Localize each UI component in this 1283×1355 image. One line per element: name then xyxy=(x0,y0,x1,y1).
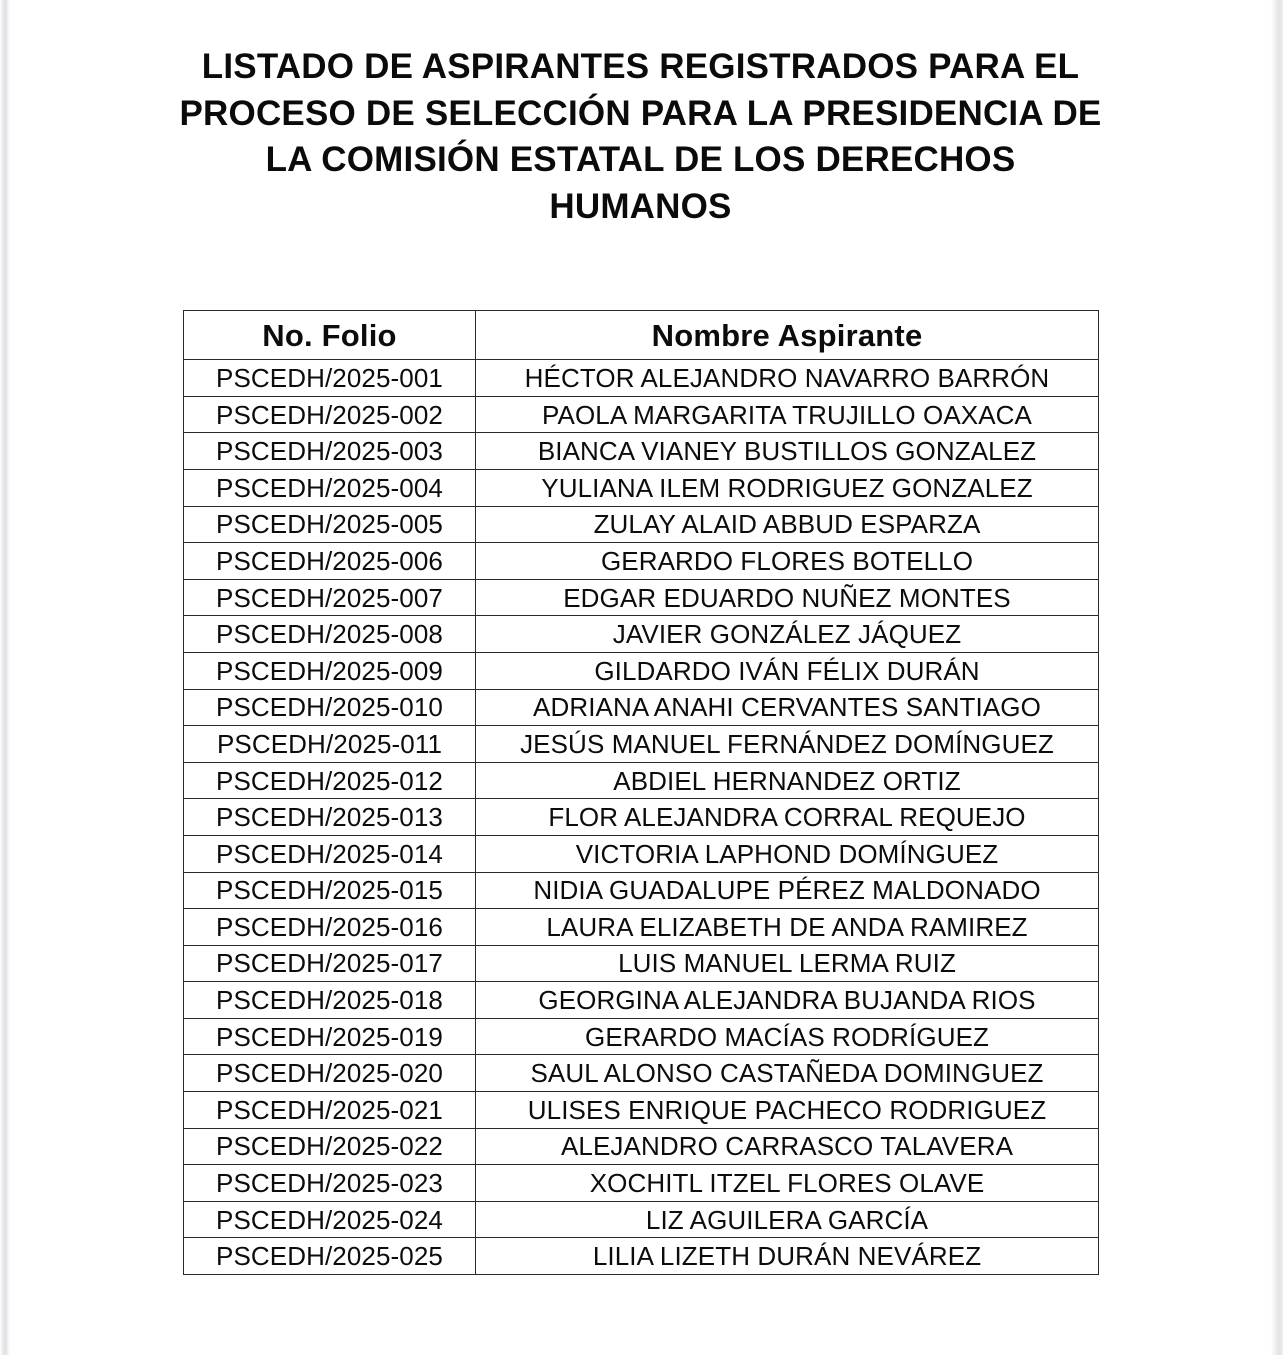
table-header xyxy=(184,311,1099,360)
cell-folio: PSCEDH/2025-023 xyxy=(184,1165,476,1202)
cell-nombre: HÉCTOR ALEJANDRO NAVARRO BARRÓN xyxy=(476,360,1099,397)
cell-folio: PSCEDH/2025-024 xyxy=(184,1201,476,1238)
table-row xyxy=(184,1165,1099,1202)
cell-nombre: GILDARDO IVÁN FÉLIX DURÁN xyxy=(476,652,1099,689)
table-row xyxy=(184,469,1099,506)
cell-nombre: ZULAY ALAID ABBUD ESPARZA xyxy=(476,506,1099,543)
table-body xyxy=(184,360,1099,1275)
cell-nombre: GEORGINA ALEJANDRA BUJANDA RIOS xyxy=(476,982,1099,1019)
table-row xyxy=(184,872,1099,909)
page-edge-right xyxy=(1271,0,1283,1355)
table-row xyxy=(184,689,1099,726)
cell-folio: PSCEDH/2025-008 xyxy=(184,616,476,653)
cell-folio: PSCEDH/2025-018 xyxy=(184,982,476,1019)
cell-nombre: ADRIANA ANAHI CERVANTES SANTIAGO xyxy=(476,689,1099,726)
cell-nombre: PAOLA MARGARITA TRUJILLO OAXACA xyxy=(476,396,1099,433)
cell-folio: PSCEDH/2025-025 xyxy=(184,1238,476,1275)
cell-nombre: SAUL ALONSO CASTAÑEDA DOMINGUEZ xyxy=(476,1055,1099,1092)
cell-nombre: ALEJANDRO CARRASCO TALAVERA xyxy=(476,1128,1099,1165)
table-row xyxy=(184,799,1099,836)
table-row xyxy=(184,909,1099,946)
table-row xyxy=(184,762,1099,799)
column-header-folio: No. Folio xyxy=(184,311,476,360)
table-row xyxy=(184,1018,1099,1055)
cell-folio: PSCEDH/2025-005 xyxy=(184,506,476,543)
cell-nombre: VICTORIA LAPHOND DOMÍNGUEZ xyxy=(476,835,1099,872)
table-row xyxy=(184,616,1099,653)
table-row xyxy=(184,1238,1099,1275)
cell-folio: PSCEDH/2025-014 xyxy=(184,835,476,872)
page-edge-left xyxy=(0,0,10,1355)
cell-folio: PSCEDH/2025-003 xyxy=(184,433,476,470)
table-row xyxy=(184,506,1099,543)
table-row xyxy=(184,360,1099,397)
cell-folio: PSCEDH/2025-021 xyxy=(184,1092,476,1129)
cell-nombre: YULIANA ILEM RODRIGUEZ GONZALEZ xyxy=(476,469,1099,506)
cell-folio: PSCEDH/2025-002 xyxy=(184,396,476,433)
cell-folio: PSCEDH/2025-020 xyxy=(184,1055,476,1092)
table-row xyxy=(184,1092,1099,1129)
cell-nombre: BIANCA VIANEY BUSTILLOS GONZALEZ xyxy=(476,433,1099,470)
table-row xyxy=(184,835,1099,872)
cell-nombre: LIZ AGUILERA GARCÍA xyxy=(476,1201,1099,1238)
cell-folio: PSCEDH/2025-022 xyxy=(184,1128,476,1165)
cell-nombre: GERARDO MACÍAS RODRÍGUEZ xyxy=(476,1018,1099,1055)
cell-folio: PSCEDH/2025-010 xyxy=(184,689,476,726)
cell-nombre: LUIS MANUEL LERMA RUIZ xyxy=(476,945,1099,982)
table-row xyxy=(184,396,1099,433)
cell-folio: PSCEDH/2025-004 xyxy=(184,469,476,506)
cell-folio: PSCEDH/2025-001 xyxy=(184,360,476,397)
cell-nombre: ULISES ENRIQUE PACHECO RODRIGUEZ xyxy=(476,1092,1099,1129)
cell-folio: PSCEDH/2025-017 xyxy=(184,945,476,982)
cell-folio: PSCEDH/2025-006 xyxy=(184,543,476,580)
table-row xyxy=(184,726,1099,763)
cell-nombre: FLOR ALEJANDRA CORRAL REQUEJO xyxy=(476,799,1099,836)
table-row xyxy=(184,982,1099,1019)
table-row xyxy=(184,1128,1099,1165)
cell-nombre: JAVIER GONZÁLEZ JÁQUEZ xyxy=(476,616,1099,653)
cell-nombre: JESÚS MANUEL FERNÁNDEZ DOMÍNGUEZ xyxy=(476,726,1099,763)
table-row xyxy=(184,1201,1099,1238)
table-row xyxy=(184,433,1099,470)
table-row xyxy=(184,945,1099,982)
cell-nombre: LAURA ELIZABETH DE ANDA RAMIREZ xyxy=(476,909,1099,946)
cell-folio: PSCEDH/2025-012 xyxy=(184,762,476,799)
table-row xyxy=(184,1055,1099,1092)
cell-nombre: LILIA LIZETH DURÁN NEVÁREZ xyxy=(476,1238,1099,1275)
document-page xyxy=(10,0,1271,1355)
aspirantes-table-container xyxy=(183,230,1098,1275)
cell-folio: PSCEDH/2025-007 xyxy=(184,579,476,616)
cell-folio: PSCEDH/2025-015 xyxy=(184,872,476,909)
aspirantes-table xyxy=(183,310,1099,1275)
table-header-row xyxy=(184,311,1099,360)
cell-folio: PSCEDH/2025-013 xyxy=(184,799,476,836)
cell-nombre: GERARDO FLORES BOTELLO xyxy=(476,543,1099,580)
cell-folio: PSCEDH/2025-016 xyxy=(184,909,476,946)
cell-nombre: XOCHITL ITZEL FLORES OLAVE xyxy=(476,1165,1099,1202)
cell-nombre: NIDIA GUADALUPE PÉREZ MALDONADO xyxy=(476,872,1099,909)
cell-folio: PSCEDH/2025-011 xyxy=(184,726,476,763)
cell-nombre: ABDIEL HERNANDEZ ORTIZ xyxy=(476,762,1099,799)
column-header-nombre: Nombre Aspirante xyxy=(476,311,1099,360)
table-row xyxy=(184,543,1099,580)
cell-folio: PSCEDH/2025-009 xyxy=(184,652,476,689)
cell-folio: PSCEDH/2025-019 xyxy=(184,1018,476,1055)
table-row xyxy=(184,579,1099,616)
cell-nombre: EDGAR EDUARDO NUÑEZ MONTES xyxy=(476,579,1099,616)
page-title: LISTADO DE ASPIRANTES REGISTRADOS PARA EL PROCESO DE SELECCIÓN PARA LA PRESIDENCIA DE LA COMISIÓN ESTATAL DE LOS DERECHOS HUMANOS xyxy=(179,47,1102,226)
table-row xyxy=(184,652,1099,689)
